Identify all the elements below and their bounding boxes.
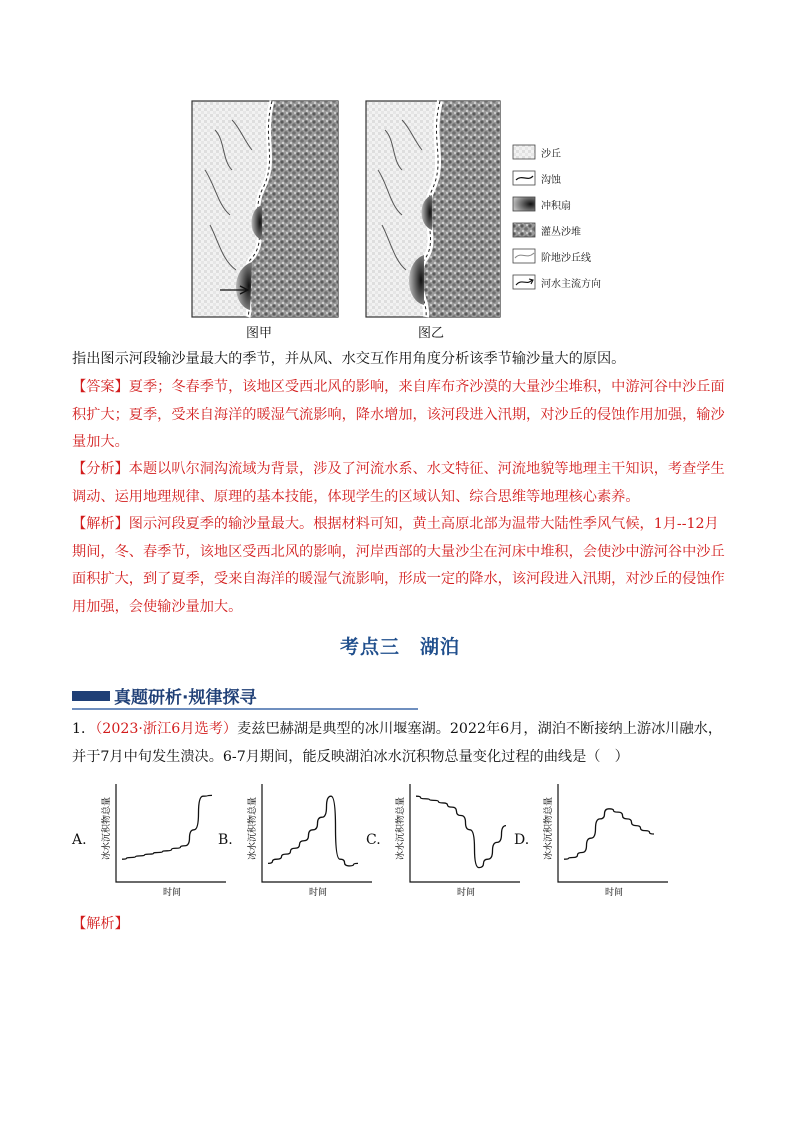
analysis-text: 本题以叭尔洞沟流域为背景，涉及了河流水系、水文特征、河流地貌等地理主干知识，考查学生调动、运用地理规律、原理的基本技能，体现学生的区域认知、综合思维等地理核心素养。 bbox=[72, 461, 725, 505]
chart-ylabel: 冰水沉积物总量 bbox=[102, 796, 112, 860]
banner-bar bbox=[72, 691, 110, 701]
figure-panel-a bbox=[192, 101, 338, 317]
chart-xlabel: 时间 bbox=[605, 888, 624, 898]
legend-label-gully: 沟蚀 bbox=[541, 175, 561, 186]
chart-series-line bbox=[268, 796, 358, 866]
chart-axes bbox=[262, 784, 372, 882]
explanation-block bbox=[72, 511, 732, 621]
chart-xlabel: 时间 bbox=[163, 888, 182, 898]
answer-text: 夏季；冬春季节，该地区受西北风的影响，来自库布齐沙漠的大量沙尘堆积，中游河谷中沙丘面积扩大；夏季，受来自海洋的暖湿气流影响，降水增加，该河段进入汛期，对沙丘的侵蚀作用加强，输沙量加大。 bbox=[72, 379, 725, 450]
chart-series-line bbox=[122, 795, 212, 859]
legend-label-fan: 冲积扇 bbox=[541, 201, 571, 212]
analysis-block bbox=[72, 456, 732, 511]
legend-label-dune: 沙丘 bbox=[541, 149, 561, 160]
question-1-source: （2023·浙江6月选考） bbox=[95, 721, 238, 737]
option-chart-3 bbox=[538, 778, 678, 898]
dune-pattern-icon bbox=[513, 145, 535, 159]
question-1-number: 1． bbox=[72, 721, 96, 737]
question-text: 指出图示河段输沙量最大的季节，并从风、水交互作用角度分析该季节输沙量大的原因。 bbox=[72, 351, 626, 367]
shrub-dune-icon bbox=[513, 223, 535, 237]
option-chart-2 bbox=[390, 778, 530, 898]
explanation-text: 图示河段夏季的输沙量最大。根据材料可知，黄土高原北部为温带大陆性季风气候，1月--12月期间，冬、春季节，该地区受西北风的影响，河岸西部的大量沙尘在河床中堆积，会使沙中游河谷中沙丘面积扩大，到了夏季，受来自海洋的暖湿气流影响，形成一定的降水，该河段进入汛期，对沙丘的侵蚀作用加强，会使输沙量加大。 bbox=[72, 516, 725, 615]
analysis-label: 【分析】 bbox=[72, 461, 129, 477]
chart-xlabel: 时间 bbox=[309, 888, 328, 898]
alluvial-fan-icon bbox=[513, 197, 535, 211]
legend-label-flow: 河水主流方向 bbox=[541, 279, 601, 290]
chart-axes bbox=[116, 784, 226, 882]
banner-underline bbox=[72, 708, 418, 710]
chart-axes bbox=[558, 784, 668, 882]
banner-text: 真题研析·规律探寻 bbox=[114, 688, 257, 708]
legend-label-shrub: 灌丛沙堆 bbox=[541, 227, 581, 238]
figure-caption-b: 图乙 bbox=[418, 326, 445, 341]
chart-ylabel: 冰水沉积物总量 bbox=[248, 796, 258, 860]
figure-legend bbox=[513, 145, 535, 289]
chart-ylabel: 冰水沉积物总量 bbox=[544, 796, 554, 860]
option-letter-3[interactable]: D. bbox=[514, 832, 530, 848]
landform-figure bbox=[0, 0, 800, 345]
chart-ylabel: 冰水沉积物总量 bbox=[396, 796, 406, 860]
option-letter-0[interactable]: A. bbox=[72, 832, 87, 848]
figure-panel-b bbox=[366, 101, 500, 317]
chart-series-line bbox=[416, 796, 506, 867]
question-1-text: 麦兹巴赫湖是典型的冰川堰塞湖。2022年6月，湖泊不断接纳上游冰川融水，并于7月中旬发生溃决。6-7月期间，能反映湖泊冰水沉积物总量变化过程的曲线是（ ） bbox=[72, 721, 723, 765]
section-title: 考点三 湖泊 bbox=[339, 636, 460, 658]
option-chart-0 bbox=[96, 778, 236, 898]
explanation-label-2: 【解析】 bbox=[72, 916, 129, 932]
figure-caption-a: 图甲 bbox=[246, 326, 273, 341]
option-chart-1 bbox=[242, 778, 382, 898]
legend-label-terrace: 阶地沙丘线 bbox=[541, 253, 591, 264]
chart-series-line bbox=[564, 809, 654, 859]
chart-xlabel: 时间 bbox=[457, 888, 476, 898]
answer-label: 【答案】 bbox=[72, 379, 129, 395]
answer-block bbox=[72, 374, 732, 457]
section-banner bbox=[72, 683, 418, 709]
option-letter-2[interactable]: C. bbox=[366, 832, 381, 848]
option-letter-1[interactable]: B. bbox=[218, 832, 233, 848]
question-1 bbox=[72, 716, 732, 771]
explanation-label: 【解析】 bbox=[72, 516, 129, 532]
